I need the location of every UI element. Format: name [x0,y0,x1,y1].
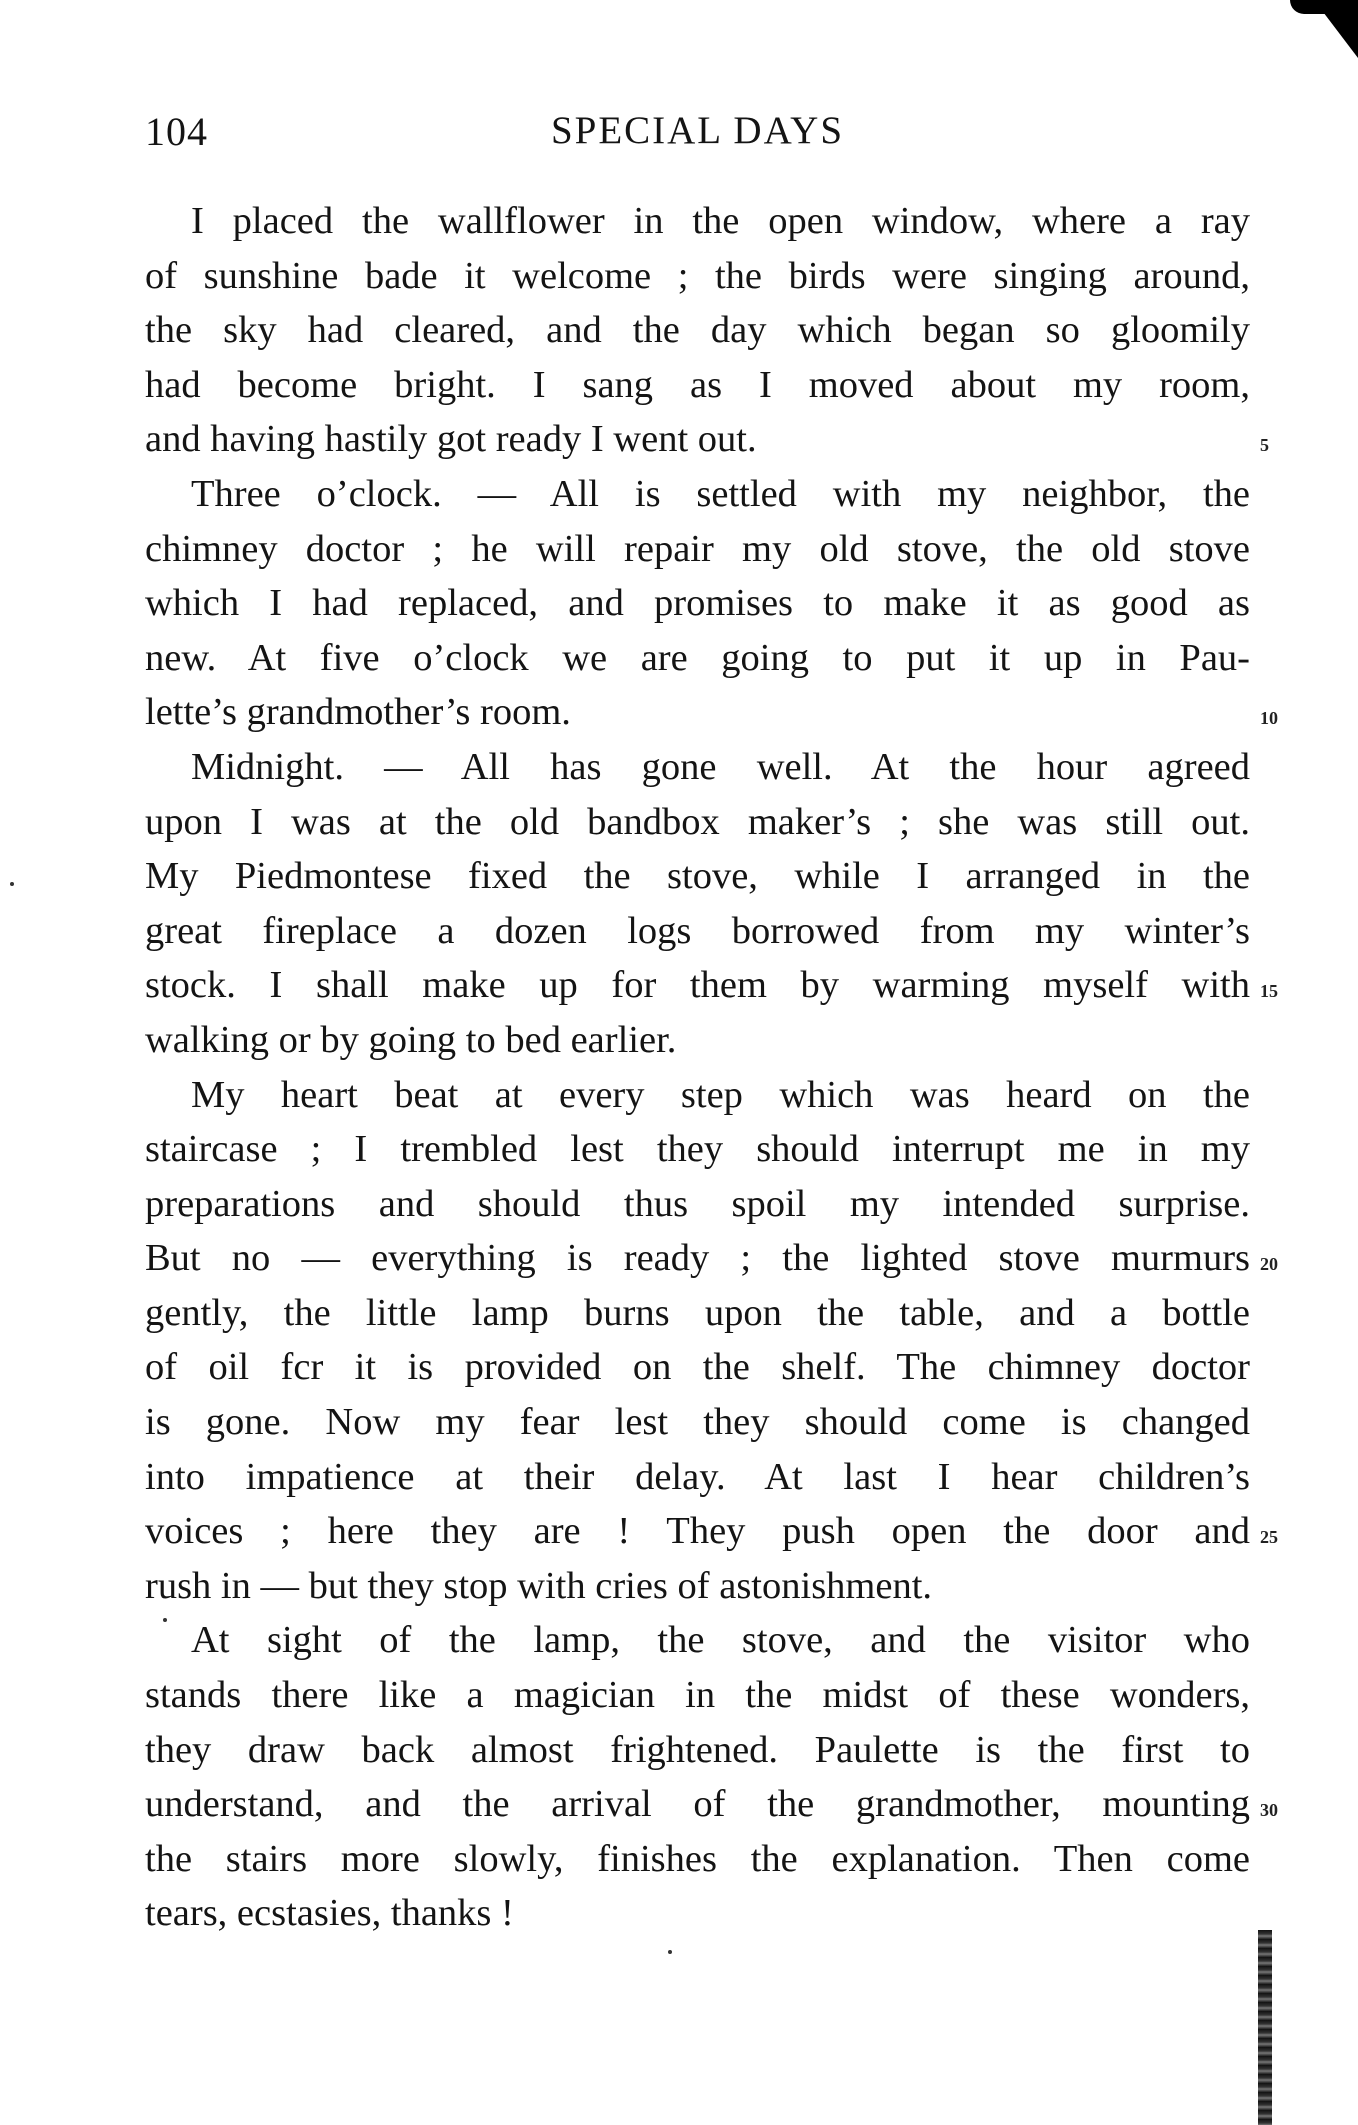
text-line: At sight of the lamp, the stove, and the visitor who [191,1619,1250,1662]
text-line: the sky had cleared, and the day which began so gloomily [145,309,1250,352]
text-line: into impatience at their delay. At last I hear children’s [145,1455,1250,1498]
print-speck [10,882,14,886]
line-number: 15 [1260,981,1278,1002]
text-line: Midnight. — All has gone well. At the hour agreed [191,745,1250,788]
text-line: stock. I shall make up for them by warming myself with 15 [145,958,1250,1013]
print-speck [163,1618,167,1622]
text-line: they draw back almost frightened. Paulette is the first to [145,1728,1250,1771]
text-line: gently, the little lamp burns upon the table, and a bottle [145,1291,1250,1334]
text-line: of oil fcr it is provided on the shelf. The chimney doctor [145,1346,1250,1389]
text-line: My Piedmontese fixed the stove, while I arranged in the [145,855,1250,898]
text-line: lette’s grandmother’s room. 10 [145,685,1250,740]
page-edge-shadow [1258,1930,1272,2125]
line-number: 30 [1260,1800,1278,1821]
text-line: rush in — but they stop with cries of astonishment. [145,1564,933,1607]
body-text [145,194,1278,1941]
text-line: voices ; here they are ! They push open the door and 25 [145,1504,1250,1559]
text-line: great fireplace a dozen logs borrowed from my winter’s [145,909,1250,952]
text-line: chimney doctor ; he will repair my old stove, the old stove [145,527,1250,570]
text-line: tears, ecstasies, thanks ! [145,1892,514,1935]
text-line: and having hastily got ready I went out. 5 [145,412,1250,467]
text-line: staircase ; I trembled lest they should interrupt me in my [145,1128,1250,1171]
text-line: Three o’clock. — All is settled with my neighbor, the [191,472,1250,515]
text-line: But no — everything is ready ; the lighted stove murmurs 20 [145,1231,1250,1286]
text-line: new. At five o’clock we are going to put it up in Pau- [145,636,1250,679]
page-corner-shadow [1290,0,1340,14]
text-line: upon I was at the old bandbox maker’s ; she was still out. [145,800,1250,843]
line-number: 10 [1260,708,1278,729]
text-line: understand, and the arrival of the grandmother, mounting 30 [145,1777,1250,1832]
text-line: I placed the wallflower in the open window, where a ray [191,200,1250,242]
text-line: the stairs more slowly, finishes the explanation. Then come [145,1837,1250,1880]
text-line: walking or by going to bed earlier. [145,1018,677,1061]
page-number: 104 [145,109,208,154]
page-header [145,108,1250,168]
text-line: preparations and should thus spoil my intended surprise. [145,1182,1250,1225]
running-title: SPECIAL DAYS [550,109,845,152]
line-number: 25 [1260,1527,1278,1548]
text-line: of sunshine bade it welcome ; the birds were singing around, [145,254,1250,297]
line-number: 5 [1260,435,1269,456]
line-number: 20 [1260,1254,1278,1275]
print-speck [668,1950,672,1954]
text-line: which I had replaced, and promises to make it as good as [145,582,1250,625]
text-line: had become bright. I sang as I moved about my room, [145,363,1250,406]
text-line: My heart beat at every step which was heard on the [191,1073,1250,1116]
text-line: is gone. Now my fear lest they should come is changed [145,1401,1250,1444]
text-line: stands there like a magician in the midst of these wonders, [145,1674,1250,1717]
